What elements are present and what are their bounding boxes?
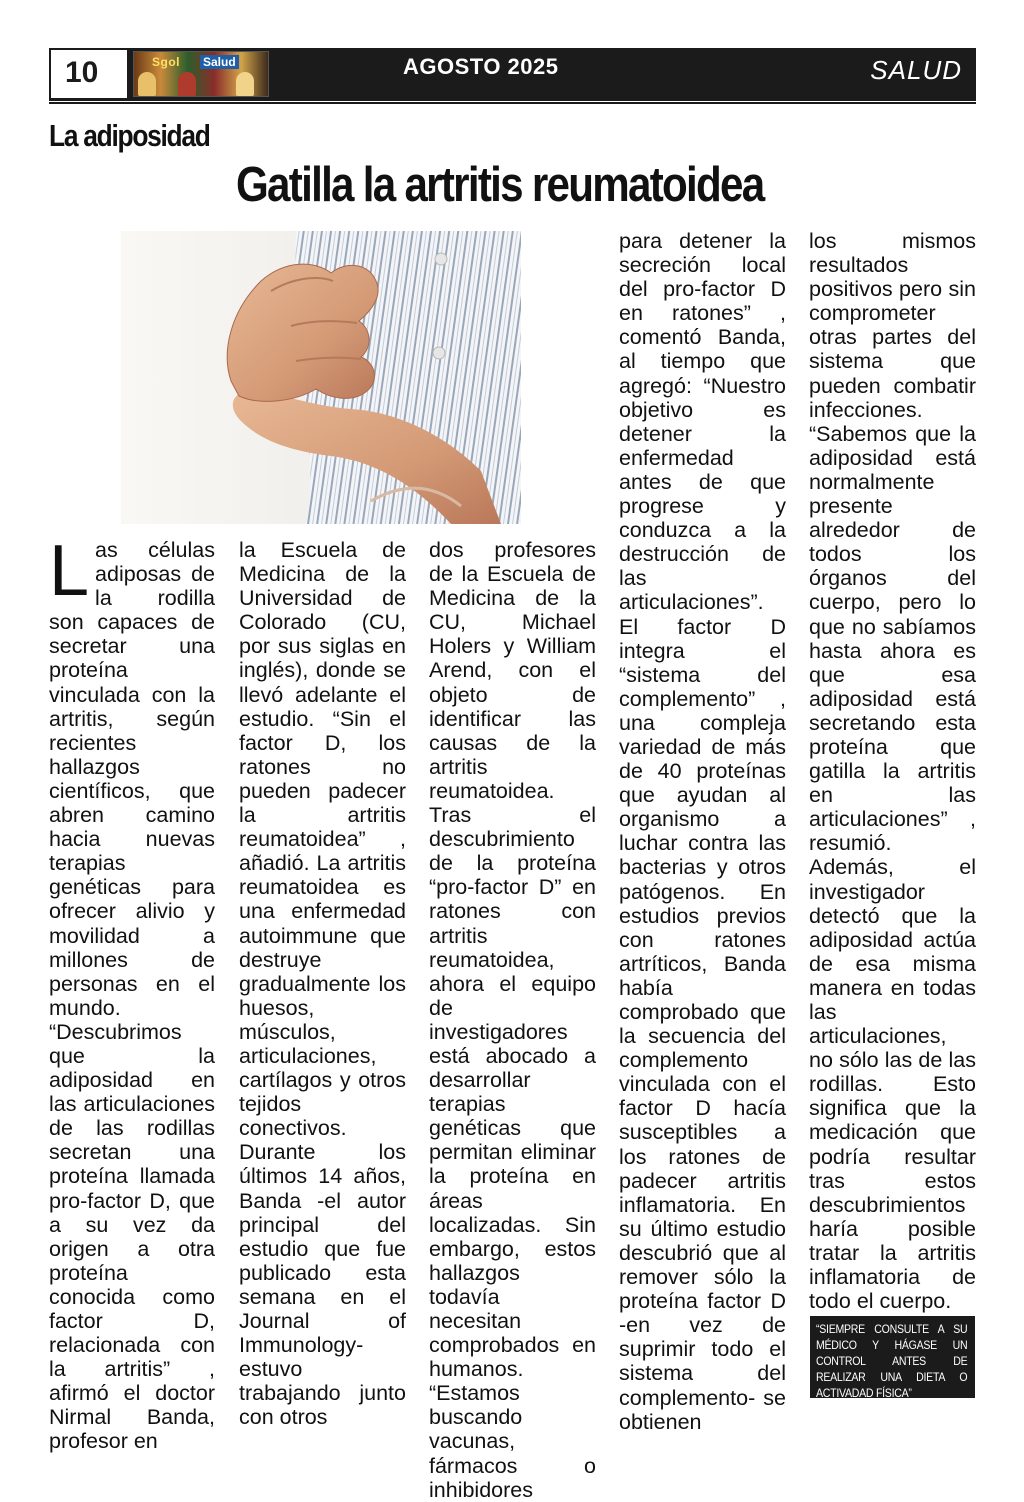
article-column-5: los mismos resultados positivos pero sin comprometer otras partes del sistema que pueden combatir infecciones. “Sabemos que la adiposidad está normalmente presente alrededor de todos los órganos del cuerpo, pero lo que no sabíamos hasta ahora es que esa adiposidad está secretando esta proteína que gatilla la artritis en las articulaciones” , resumió. Además, el investigador detectó que la adiposidad actúa de esa misma manera en todas las articulaciones, no sólo las de las rodillas. Esto significa que la medicación que podría resultar tras estos descubrimientos haría posible tratar la artritis inflamatoria de todo el cuerpo. [809, 229, 976, 1314]
header-rule [49, 100, 976, 104]
health-notice-box [810, 1316, 975, 1398]
logo-figure-decor [236, 72, 254, 96]
logo-text-salud: Salud [200, 55, 239, 69]
logo-figure-decor [178, 72, 196, 96]
page-header-bar [49, 48, 976, 100]
article-column-4: para detener la secreción local del pro-factor D en ratones” , comentó Banda, al tiempo que agregó: “Nuestro objetivo es detener la enfermedad antes de que progrese y conduzca a la destrucción de las articulaciones”. El factor D integra el “sistema del complemento” , una compleja variedad de más de 40 proteínas que ayudan al organismo a luchar contra las bacterias y otros patógenos. En estudios previos con ratones artríticos, Banda había comprobado que la secuencia del complemento vinculada con el factor D hacía susceptibles a los ratones de padecer artritis inflamatoria. En su último estudio descubrió que al remover sólo la proteína factor D -en vez de suprimir todo el sistema del complemento- se obtienen [619, 229, 786, 1434]
page-number-box [49, 48, 127, 100]
page-number: 10 [65, 56, 99, 89]
logo-text-sgol: Sgol [152, 55, 180, 69]
article-kicker: La adiposidad [49, 118, 210, 153]
article-headline: Gatilla la artritis reumatoidea [236, 158, 764, 212]
arthritis-hands-photo [121, 231, 521, 524]
article-column-2: la Escuela de Medicina de la Universidad de Colorado (CU, por sus siglas en inglés), donde se llevó adelante el estudio. “Sin el factor D, los ratones no pueden padecer la artritis reumatoidea” , añadió. La artritis reumatoidea es una enfermedad autoimmune que destruye gradualmente los huesos, músculos, articulaciones, cartílagos y otros tejidos conectivos. Durante los últimos 14 años, Banda -el autor principal del estudio que fue publicado esta semana en el Journal of Immunology- estuvo trabajando junto con otros [239, 538, 406, 1430]
hands-illustration [121, 231, 521, 524]
health-notice-text: “SIEMPRE CONSULTE A SU MÉDICO Y HÁGASE UN CONTROL ANTES DE REALIZAR UNA DIETA O ACTIVADAD FÍSICA” [816, 1322, 968, 1400]
issue-date: AGOSTO 2025 [403, 54, 559, 79]
article-column-1-text: as células adiposas de la rodilla son capaces de secretar una proteína vinculada con la artritis, según recientes hallazgos científicos, que abren camino hacia nuevas terapias genéticas para ofrecer alivio y movilidad a millones de personas en el mundo. “Descubrimos que la adiposidad en las articulaciones de las rodillas secretan una proteína llamada pro-factor D, que a su vez da origen a otra proteína conocida como factor D, relacionada con la artritis” , afirmó el doctor Nirmal Banda, profesor en [49, 538, 215, 1454]
sgol-salud-logo [133, 51, 269, 97]
article-dropcap: L [49, 531, 90, 611]
article-column-1 [49, 531, 215, 1454]
section-name: SALUD [870, 55, 962, 85]
logo-figure-decor [138, 72, 156, 96]
article-column-3: dos profesores de la Escuela de Medicina de la CU, Michael Holers y William Arend, con el objeto de identificar las causas de la artritis reumatoidea. Tras el descubrimiento de la proteína “pro-factor D” en ratones con artritis reumatoidea, ahora el equipo de investigadores está abocado a desarrollar terapias genéticas que permitan eliminar la proteína en áreas localizadas. Sin embargo, estos hallazgos todavía necesitan comprobados en humanos. “Estamos buscando vacunas, fármacos o inhibidores [429, 538, 596, 1502]
